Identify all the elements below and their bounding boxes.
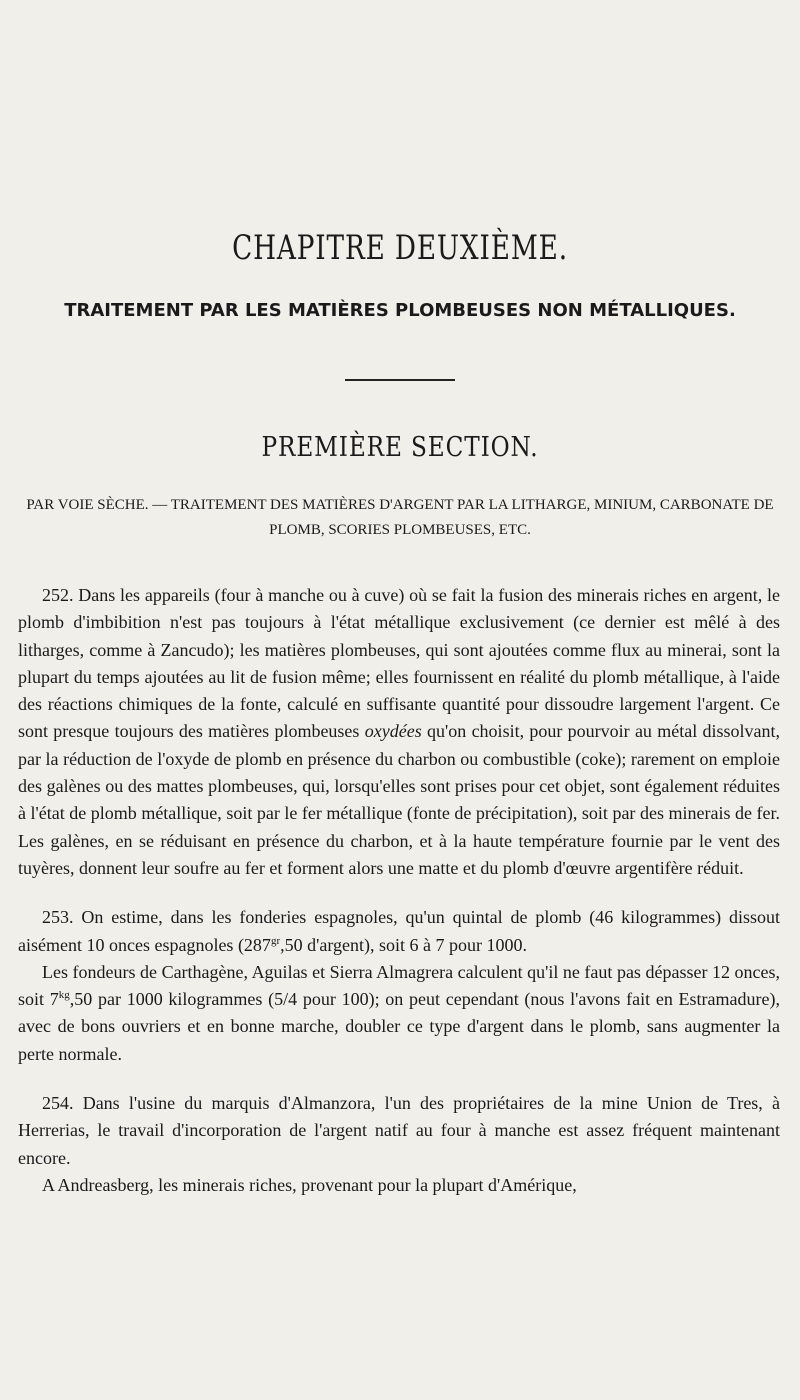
section-divider — [345, 379, 455, 381]
unit-kilograms: kg — [58, 989, 70, 1002]
paragraph-253b-text-b: ,50 par 1000 kilogrammes (5/4 pour 100); on peut cependant (nous l'avons fait en Estramadure), avec de bons ouvriers et en bonne marche, doubler ce type d'argent dans le plomb, sans augmenter la perte normale. — [18, 989, 781, 1064]
paragraph-254-continued: A Andreasberg, les minerais riches, provenant pour la plupart d'Amérique, — [42, 1174, 577, 1195]
emphasis-oxydees: oxydées — [364, 721, 422, 742]
body-text — [18, 582, 780, 1199]
paragraph-253-text-b: ,50 d'argent), soit 6 à 7 pour 1000. — [280, 934, 527, 955]
chapter-subtitle: TRAITEMENT PAR LES MATIÈRES PLOMBEUSES NON MÉTALLIQUES. — [64, 300, 736, 321]
paragraph-253 — [18, 904, 780, 959]
paragraph-253-text-a: 253. On estime, dans les fonderies espagnoles, qu'un quintal de plomb (46 kilogrammes) dissout aisément 10 onces espagnoles (287 — [18, 907, 780, 955]
section-subtitle: PAR VOIE SÈCHE. — TRAITEMENT DES MATIÈRES D'ARGENT PAR LA LITHARGE, MINIUM, CARBONATE DE PLOMB, SCORIES PLOMBEUSES, ETC. — [26, 497, 774, 538]
paragraph-253-continued — [18, 959, 780, 1068]
paragraph-252-text-b: qu'on choisit, pour pourvoir au métal dissolvant, par la réduction de l'oxyde de plomb en présence du charbon ou combustible (coke); rarement on emploie des galènes ou des mattes plombeuses, qui, lorsqu'elles sont prises pour cet objet, sont également réduites à l'état de plomb métallique, soit par le fer métallique (fonte de précipitation), soit par des minerais de fer. Les galènes, en se réduisant en présence du charbon, et à la haute température fournie par le vent des tuyères, donnent leur soufre au fer et forment alors une matte et du plomb d'œuvre argentifère réduit. — [18, 721, 781, 878]
paragraph-252 — [18, 582, 780, 882]
paragraph-252-text-a: 252. Dans les appareils (four à manche ou à cuve) où se fait la fusion des minerais riches en argent, le plomb d'imbibition n'est pas toujours à l'état métallique exclusivement (ce dernier est mêlé à des litharges, comme à Zancudo); les matières plombeuses, qui sont ajoutées comme flux au minerai, sont la plupart du temps ajoutées au lit de fusion même; elles fournissent en réalité du plomb métallique, à l'aide des réactions chimiques de la fonte, calculé en suffisante quantité pour dissoudre largement l'argent. Ce sont presque toujours des matières plombeuses — [18, 585, 780, 742]
paragraph-254: 254. Dans l'usine du marquis d'Almanzora, l'un des propriétaires de la mine Union de Tres, à Herrerias, le travail d'incorporation de l'argent natif au four à manche est assez fréquent maintenant encore. — [18, 1093, 780, 1168]
section-title: PREMIÈRE SECTION. — [261, 432, 539, 463]
unit-grams: gr — [270, 934, 281, 947]
chapter-title: CHAPITRE DEUXIÈME. — [232, 228, 568, 268]
paragraph-253b-text-a: Les fondeurs de Carthagène, Aguilas et Sierra Almagrera calculent qu'il ne faut pas dépasser 12 onces, soit 7 — [18, 961, 780, 1010]
